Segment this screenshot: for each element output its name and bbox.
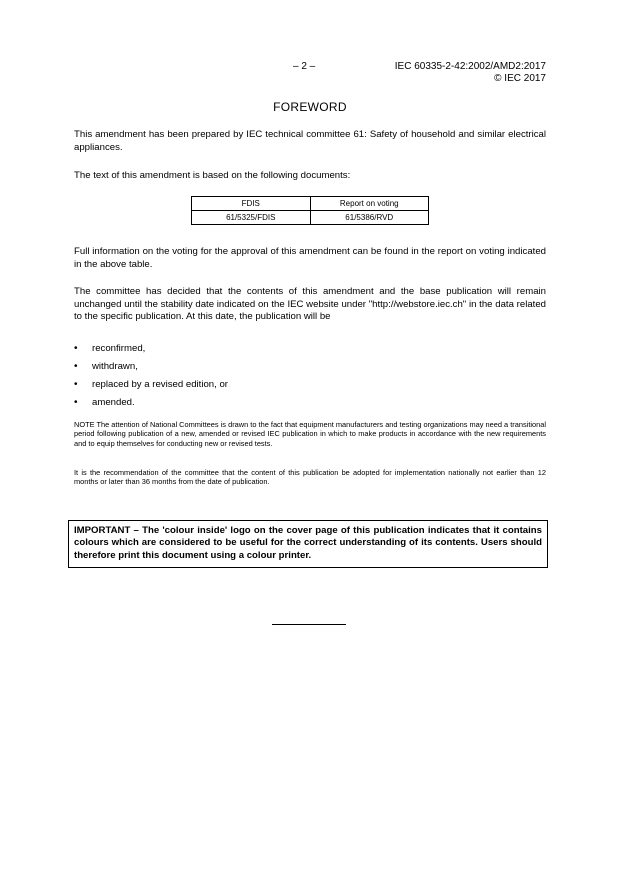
bullet-icon: • xyxy=(74,397,78,408)
voting-table-header-fdis: FDIS xyxy=(192,197,311,211)
copyright-notice: © IEC 2017 xyxy=(494,73,546,84)
bullet-icon: • xyxy=(74,379,78,390)
standard-id: IEC 60335-2-42:2002/AMD2:2017 xyxy=(394,61,546,72)
note-paragraph: NOTE The attention of National Committees is drawn to the fact that equipment manufacturers and testing organizations may need a transitional period following publication of a new, amended or revised IEC publication in which to make products in accordance with the new requirements and to equip themselves for conducting new or revised tests. xyxy=(74,420,546,448)
voting-table-header-row xyxy=(192,197,429,211)
paragraph-stability: The committee has decided that the contents of this amendment and the base publication will remain unchanged until the stability date indicated on the IEC website under "http://webstore.iec.ch" in the data related to the specific publication. At this date, the publication will be xyxy=(74,286,546,322)
page-title: FOREWORD xyxy=(273,100,347,114)
end-rule xyxy=(272,624,346,625)
paragraph-voting-info: Full information on the voting for the approval of this amendment can be found in the report on voting indicated in the above table. xyxy=(74,246,546,270)
header-standard xyxy=(395,61,546,85)
important-notice-box: IMPORTANT – The 'colour inside' logo on the cover page of this publication indicates that it contains colours which are considered to be useful for the correct understanding of its contents. Users should therefore print this document using a colour printer. xyxy=(68,520,548,568)
list-item-text: withdrawn, xyxy=(92,361,138,372)
paragraph-based-on: The text of this amendment is based on the following documents: xyxy=(74,170,351,181)
voting-table-cell-rvd: 61/5386/RVD xyxy=(310,211,429,225)
list-item-text: amended. xyxy=(92,397,135,408)
voting-table-row xyxy=(192,211,429,225)
bullet-icon: • xyxy=(74,361,78,372)
list-item-text: reconfirmed, xyxy=(92,343,146,354)
list-item xyxy=(74,361,228,379)
outcome-list xyxy=(74,343,228,415)
paragraph-committee: This amendment has been prepared by IEC technical committee 61: Safety of household and similar electrical appliances. xyxy=(74,129,546,153)
list-item-text: replaced by a revised edition, or xyxy=(92,379,228,390)
bullet-icon: • xyxy=(74,343,78,354)
page-number: – 2 – xyxy=(293,61,316,72)
list-item xyxy=(74,379,228,397)
list-item xyxy=(74,397,228,415)
voting-table-header-report: Report on voting xyxy=(310,197,429,211)
recommendation-paragraph: It is the recommendation of the committee that the content of this publication be adopted for implementation nationally not earlier than 12 months or later than 36 months from the date of publication. xyxy=(74,468,546,487)
voting-table xyxy=(191,196,429,225)
list-item xyxy=(74,343,228,361)
voting-table-cell-fdis: 61/5325/FDIS xyxy=(192,211,311,225)
